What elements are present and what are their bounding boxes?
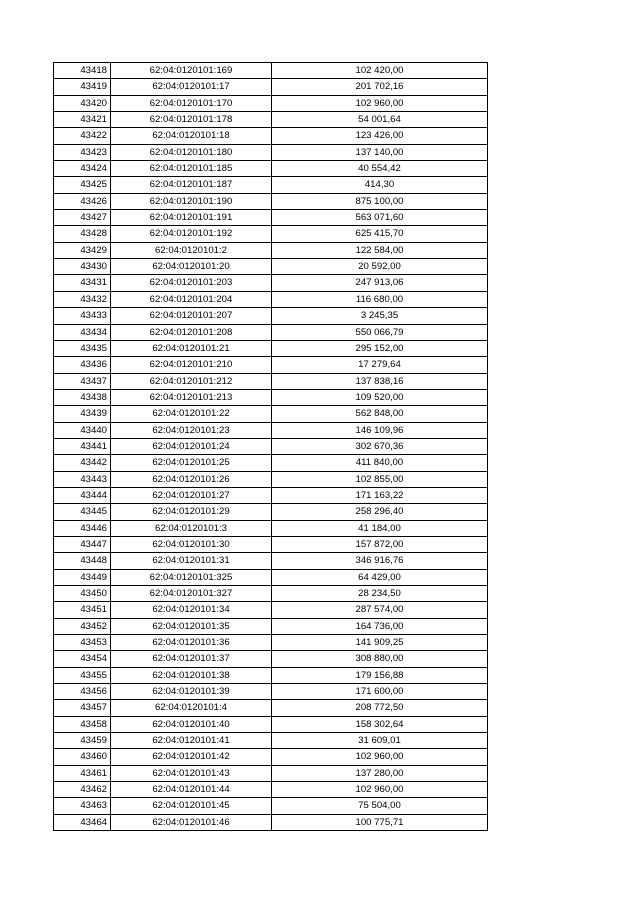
cadastral-value-cell: 258 296,40	[272, 504, 488, 520]
table-row	[54, 667, 488, 683]
cadastral-number-cell: 62:04:0120101:210	[111, 357, 272, 373]
cadastral-number-cell: 62:04:0120101:27	[111, 487, 272, 503]
row-number-cell: 43435	[54, 340, 111, 356]
cadastral-number-cell: 62:04:0120101:18	[111, 128, 272, 144]
row-number-cell: 43443	[54, 471, 111, 487]
table-row	[54, 438, 488, 454]
cadastral-number-cell: 62:04:0120101:20	[111, 259, 272, 275]
cadastral-value-cell: 137 838,16	[272, 373, 488, 389]
table-row	[54, 651, 488, 667]
cadastral-value-cell: 123 426,00	[272, 128, 488, 144]
cadastral-value-cell: 137 280,00	[272, 765, 488, 781]
cadastral-value-cell: 102 960,00	[272, 749, 488, 765]
cadastral-number-cell: 62:04:0120101:22	[111, 406, 272, 422]
row-number-cell: 43447	[54, 536, 111, 552]
table-row	[54, 340, 488, 356]
row-number-cell: 43453	[54, 635, 111, 651]
row-number-cell: 43437	[54, 373, 111, 389]
table-row	[54, 210, 488, 226]
cadastral-number-cell: 62:04:0120101:170	[111, 95, 272, 111]
cadastral-value-cell: 164 736,00	[272, 618, 488, 634]
cadastral-value-cell: 100 775,71	[272, 814, 488, 830]
table-row	[54, 798, 488, 814]
table-row	[54, 357, 488, 373]
cadastral-number-cell: 62:04:0120101:204	[111, 291, 272, 307]
cadastral-number-cell: 62:04:0120101:38	[111, 667, 272, 683]
row-number-cell: 43454	[54, 651, 111, 667]
cadastral-value-cell: 625 415,70	[272, 226, 488, 242]
table-body	[54, 63, 488, 831]
cadastral-value-cell: 208 772,50	[272, 700, 488, 716]
row-number-cell: 43423	[54, 144, 111, 160]
row-number-cell: 43422	[54, 128, 111, 144]
table-row	[54, 765, 488, 781]
cadastral-value-cell: 550 066,79	[272, 324, 488, 340]
row-number-cell: 43459	[54, 733, 111, 749]
cadastral-number-cell: 62:04:0120101:3	[111, 520, 272, 536]
cadastral-value-cell: 179 156,88	[272, 667, 488, 683]
row-number-cell: 43445	[54, 504, 111, 520]
table-row	[54, 471, 488, 487]
cadastral-number-cell: 62:04:0120101:191	[111, 210, 272, 226]
row-number-cell: 43426	[54, 193, 111, 209]
cadastral-value-cell: 157 872,00	[272, 536, 488, 552]
row-number-cell: 43434	[54, 324, 111, 340]
row-number-cell: 43455	[54, 667, 111, 683]
row-number-cell: 43425	[54, 177, 111, 193]
row-number-cell: 43461	[54, 765, 111, 781]
row-number-cell: 43444	[54, 487, 111, 503]
row-number-cell: 43456	[54, 684, 111, 700]
cadastral-value-cell: 102 960,00	[272, 782, 488, 798]
table-row	[54, 814, 488, 830]
row-number-cell: 43430	[54, 259, 111, 275]
cadastral-value-cell: 28 234,50	[272, 586, 488, 602]
cadastral-number-cell: 62:04:0120101:4	[111, 700, 272, 716]
table-row	[54, 406, 488, 422]
table-row	[54, 242, 488, 258]
cadastral-number-cell: 62:04:0120101:43	[111, 765, 272, 781]
cadastral-number-cell: 62:04:0120101:30	[111, 536, 272, 552]
cadastral-value-cell: 109 520,00	[272, 389, 488, 405]
cadastral-value-cell: 411 840,00	[272, 455, 488, 471]
table-row	[54, 520, 488, 536]
cadastral-value-cell: 562 848,00	[272, 406, 488, 422]
row-number-cell: 43448	[54, 553, 111, 569]
table-row	[54, 324, 488, 340]
cadastral-number-cell: 62:04:0120101:203	[111, 275, 272, 291]
row-number-cell: 43449	[54, 569, 111, 585]
cadastral-number-cell: 62:04:0120101:37	[111, 651, 272, 667]
cadastral-number-cell: 62:04:0120101:45	[111, 798, 272, 814]
table-row	[54, 389, 488, 405]
cadastral-value-cell: 17 279,64	[272, 357, 488, 373]
cadastral-number-cell: 62:04:0120101:2	[111, 242, 272, 258]
table-row	[54, 144, 488, 160]
row-number-cell: 43440	[54, 422, 111, 438]
cadastral-number-cell: 62:04:0120101:42	[111, 749, 272, 765]
cadastral-number-cell: 62:04:0120101:325	[111, 569, 272, 585]
cadastral-value-cell: 141 909,25	[272, 635, 488, 651]
cadastral-number-cell: 62:04:0120101:35	[111, 618, 272, 634]
cadastral-number-cell: 62:04:0120101:190	[111, 193, 272, 209]
cadastral-number-cell: 62:04:0120101:40	[111, 716, 272, 732]
cadastral-value-cell: 40 554,42	[272, 161, 488, 177]
cadastral-number-cell: 62:04:0120101:34	[111, 602, 272, 618]
row-number-cell: 43420	[54, 95, 111, 111]
row-number-cell: 43433	[54, 308, 111, 324]
row-number-cell: 43439	[54, 406, 111, 422]
cadastral-value-cell: 31 609,01	[272, 733, 488, 749]
table-row	[54, 487, 488, 503]
table-row	[54, 536, 488, 552]
cadastral-value-cell: 122 584,00	[272, 242, 488, 258]
table-row	[54, 373, 488, 389]
table-row	[54, 635, 488, 651]
cadastral-number-cell: 62:04:0120101:208	[111, 324, 272, 340]
cadastral-value-cell: 295 152,00	[272, 340, 488, 356]
cadastral-number-cell: 62:04:0120101:31	[111, 553, 272, 569]
cadastral-value-cell: 171 600,00	[272, 684, 488, 700]
row-number-cell: 43424	[54, 161, 111, 177]
cadastral-value-cell: 54 001,64	[272, 112, 488, 128]
cadastral-value-cell: 302 670,36	[272, 438, 488, 454]
table-row	[54, 700, 488, 716]
table-row	[54, 161, 488, 177]
cadastral-number-cell: 62:04:0120101:24	[111, 438, 272, 454]
cadastral-value-cell: 3 245,35	[272, 308, 488, 324]
cadastral-number-cell: 62:04:0120101:39	[111, 684, 272, 700]
cadastral-number-cell: 62:04:0120101:17	[111, 79, 272, 95]
cadastral-value-cell: 158 302,64	[272, 716, 488, 732]
table-row	[54, 177, 488, 193]
row-number-cell: 43418	[54, 63, 111, 79]
table-row	[54, 275, 488, 291]
cadastral-value-cell: 116 680,00	[272, 291, 488, 307]
table-row	[54, 95, 488, 111]
row-number-cell: 43446	[54, 520, 111, 536]
row-number-cell: 43441	[54, 438, 111, 454]
cadastral-number-cell: 62:04:0120101:41	[111, 733, 272, 749]
table-row	[54, 569, 488, 585]
table-row	[54, 733, 488, 749]
table-row	[54, 112, 488, 128]
cadastral-value-cell: 102 420,00	[272, 63, 488, 79]
cadastral-value-cell: 64 429,00	[272, 569, 488, 585]
table-row	[54, 553, 488, 569]
table-row	[54, 193, 488, 209]
cadastral-value-cell: 308 880,00	[272, 651, 488, 667]
row-number-cell: 43421	[54, 112, 111, 128]
cadastral-value-cell: 247 913,06	[272, 275, 488, 291]
cadastral-value-cell: 75 504,00	[272, 798, 488, 814]
cadastral-value-cell: 346 916,76	[272, 553, 488, 569]
row-number-cell: 43451	[54, 602, 111, 618]
cadastral-value-table	[53, 62, 488, 831]
table-row	[54, 291, 488, 307]
table-row	[54, 684, 488, 700]
row-number-cell: 43464	[54, 814, 111, 830]
cadastral-value-cell: 20 592,00	[272, 259, 488, 275]
table-row	[54, 128, 488, 144]
row-number-cell: 43436	[54, 357, 111, 373]
cadastral-value-cell: 146 109,96	[272, 422, 488, 438]
row-number-cell: 43431	[54, 275, 111, 291]
row-number-cell: 43452	[54, 618, 111, 634]
table-row	[54, 63, 488, 79]
cadastral-number-cell: 62:04:0120101:178	[111, 112, 272, 128]
cadastral-number-cell: 62:04:0120101:185	[111, 161, 272, 177]
cadastral-value-cell: 414,30	[272, 177, 488, 193]
cadastral-number-cell: 62:04:0120101:23	[111, 422, 272, 438]
row-number-cell: 43458	[54, 716, 111, 732]
cadastral-value-cell: 137 140,00	[272, 144, 488, 160]
row-number-cell: 43460	[54, 749, 111, 765]
row-number-cell: 43462	[54, 782, 111, 798]
row-number-cell: 43427	[54, 210, 111, 226]
cadastral-number-cell: 62:04:0120101:29	[111, 504, 272, 520]
cadastral-value-cell: 102 960,00	[272, 95, 488, 111]
cadastral-value-cell: 563 071,60	[272, 210, 488, 226]
table-row	[54, 308, 488, 324]
cadastral-number-cell: 62:04:0120101:187	[111, 177, 272, 193]
cadastral-number-cell: 62:04:0120101:46	[111, 814, 272, 830]
table-row	[54, 79, 488, 95]
cadastral-number-cell: 62:04:0120101:327	[111, 586, 272, 602]
cadastral-value-cell: 41 184,00	[272, 520, 488, 536]
table-row	[54, 602, 488, 618]
cadastral-number-cell: 62:04:0120101:212	[111, 373, 272, 389]
row-number-cell: 43463	[54, 798, 111, 814]
table-row	[54, 504, 488, 520]
cadastral-value-cell: 102 855,00	[272, 471, 488, 487]
table-row	[54, 422, 488, 438]
cadastral-number-cell: 62:04:0120101:192	[111, 226, 272, 242]
row-number-cell: 43429	[54, 242, 111, 258]
cadastral-value-cell: 201 702,16	[272, 79, 488, 95]
cadastral-number-cell: 62:04:0120101:44	[111, 782, 272, 798]
cadastral-number-cell: 62:04:0120101:26	[111, 471, 272, 487]
row-number-cell: 43457	[54, 700, 111, 716]
table-row	[54, 716, 488, 732]
cadastral-value-cell: 875 100,00	[272, 193, 488, 209]
table-row	[54, 618, 488, 634]
cadastral-number-cell: 62:04:0120101:213	[111, 389, 272, 405]
cadastral-number-cell: 62:04:0120101:21	[111, 340, 272, 356]
table-row	[54, 782, 488, 798]
cadastral-value-cell: 171 163,22	[272, 487, 488, 503]
row-number-cell: 43432	[54, 291, 111, 307]
cadastral-number-cell: 62:04:0120101:207	[111, 308, 272, 324]
table-row	[54, 259, 488, 275]
row-number-cell: 43428	[54, 226, 111, 242]
cadastral-value-cell: 287 574,00	[272, 602, 488, 618]
row-number-cell: 43419	[54, 79, 111, 95]
cadastral-number-cell: 62:04:0120101:169	[111, 63, 272, 79]
table-row	[54, 749, 488, 765]
cadastral-number-cell: 62:04:0120101:180	[111, 144, 272, 160]
cadastral-number-cell: 62:04:0120101:25	[111, 455, 272, 471]
cadastral-number-cell: 62:04:0120101:36	[111, 635, 272, 651]
table-row	[54, 455, 488, 471]
row-number-cell: 43438	[54, 389, 111, 405]
row-number-cell: 43442	[54, 455, 111, 471]
table-row	[54, 226, 488, 242]
table-row	[54, 586, 488, 602]
row-number-cell: 43450	[54, 586, 111, 602]
